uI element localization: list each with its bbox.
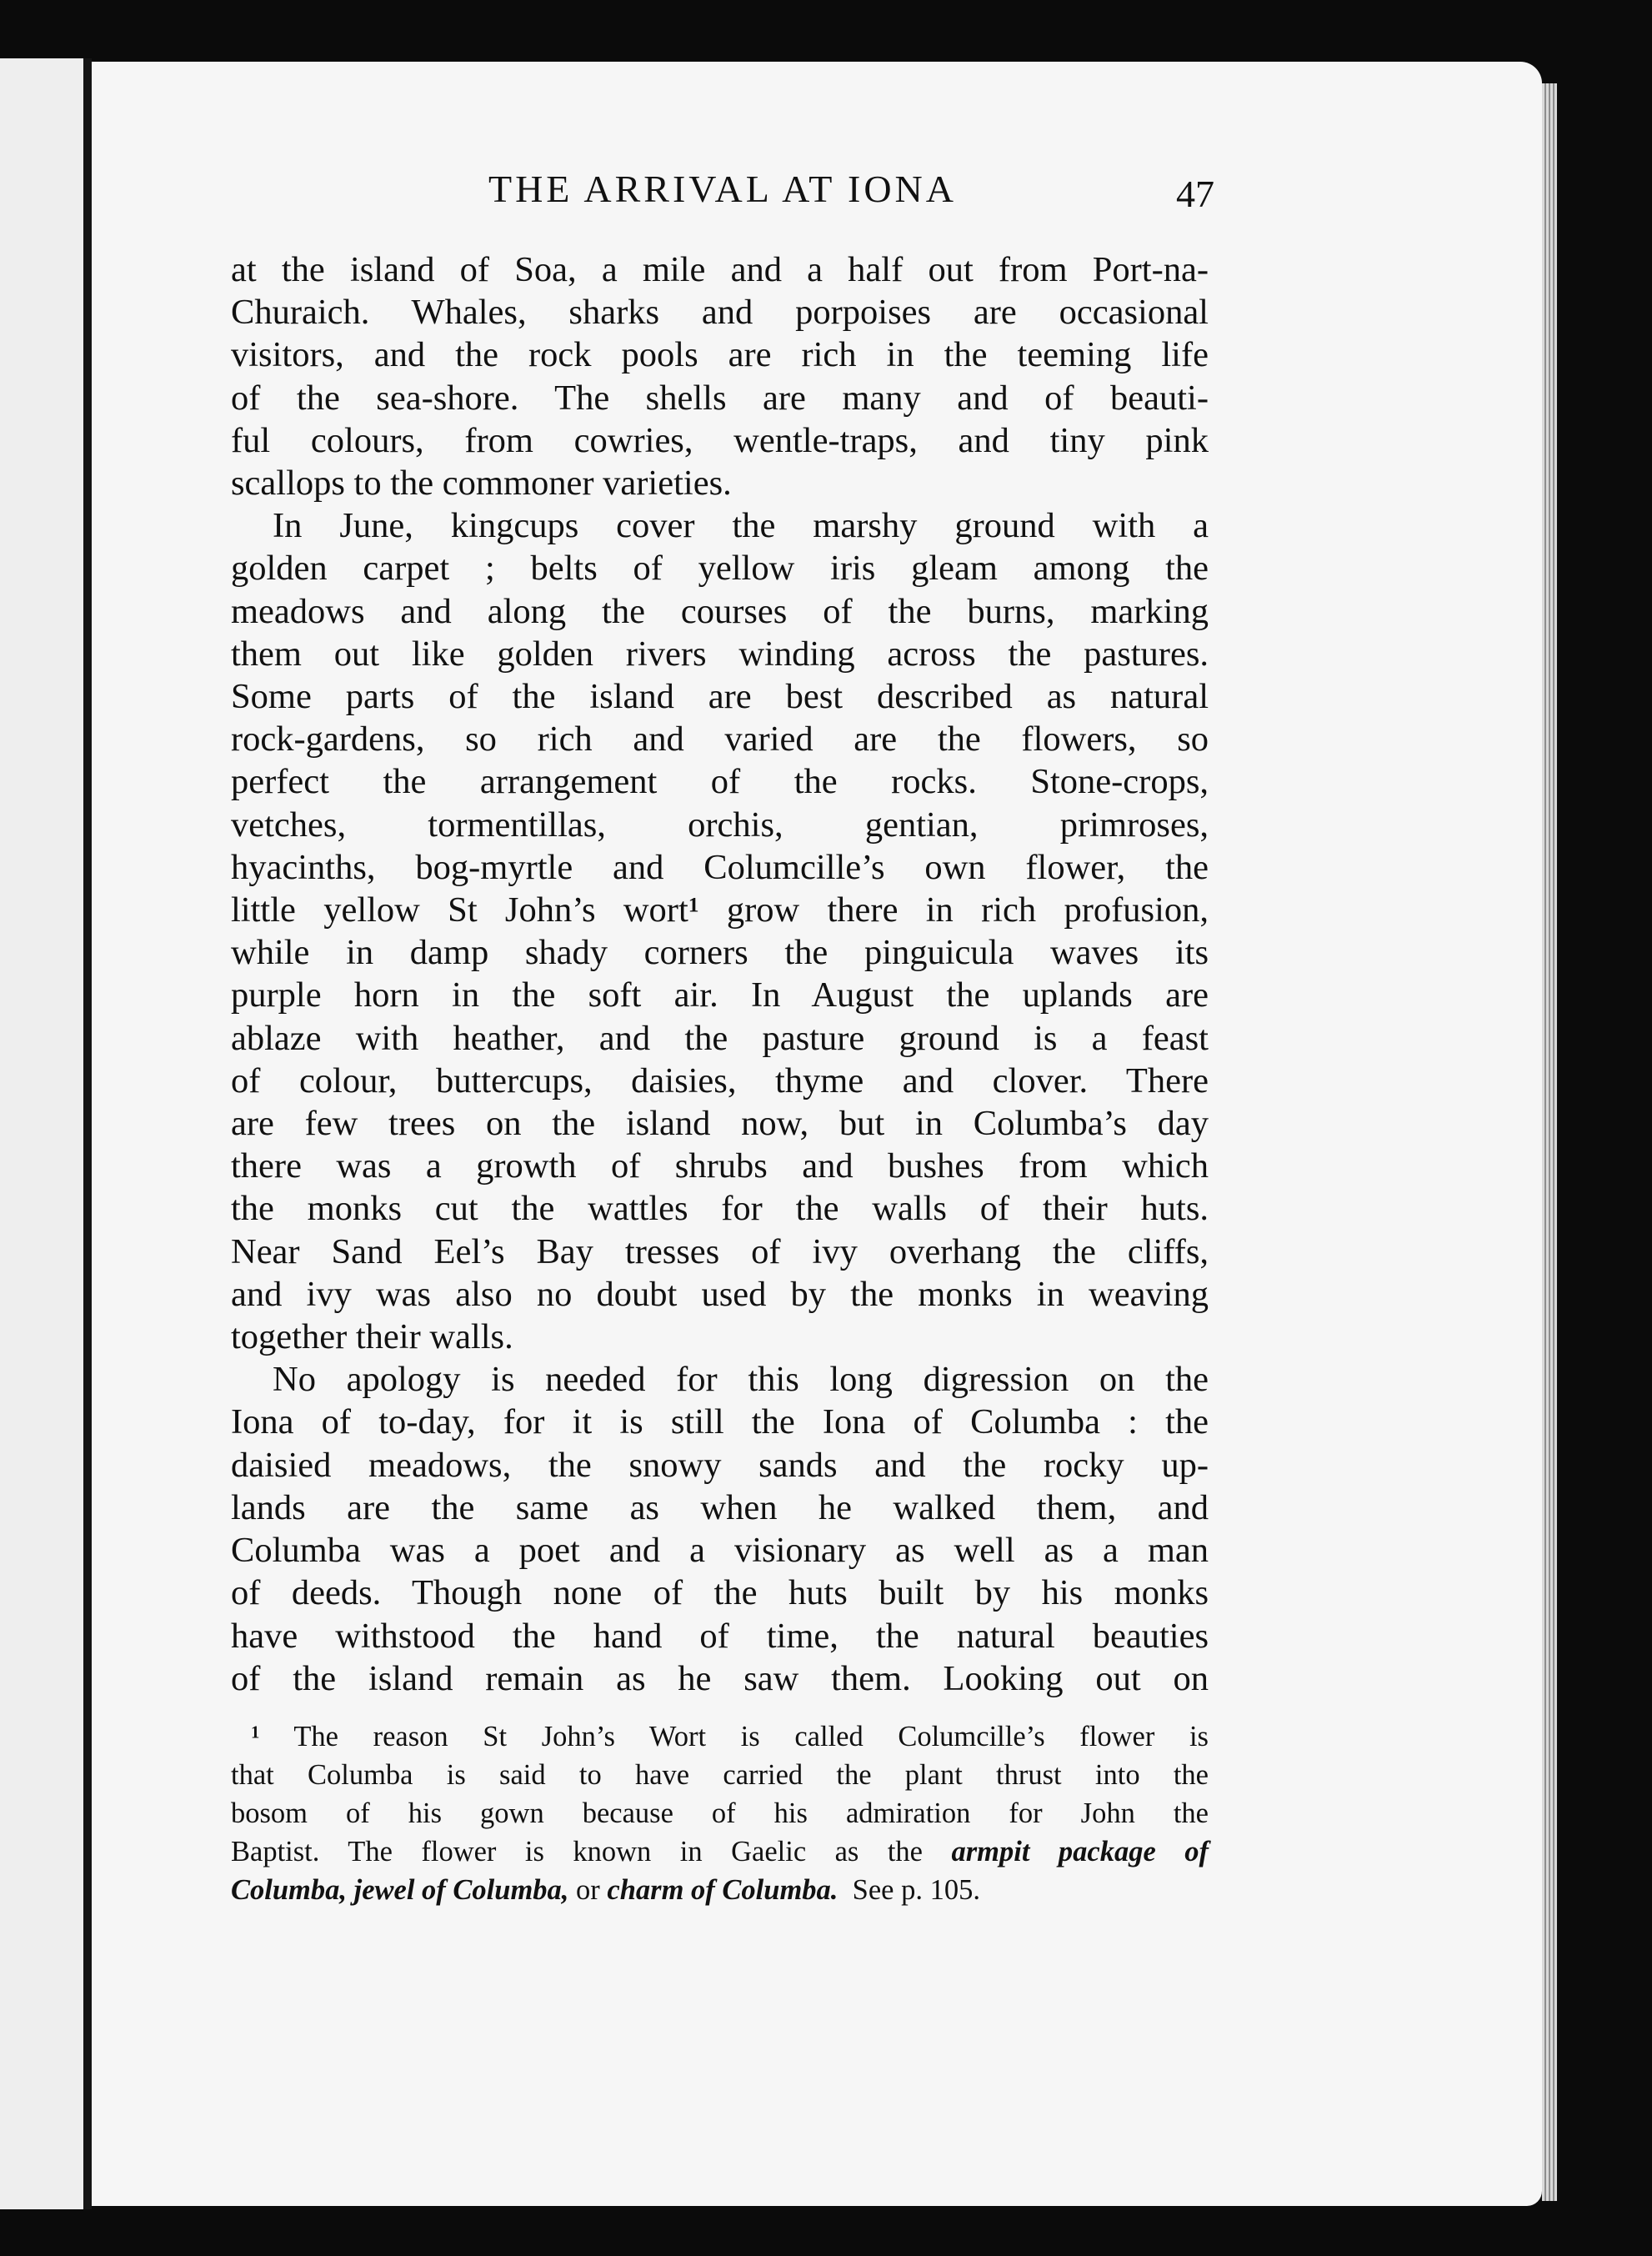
- text-line: are few trees on the island now, but in Columba’s day: [231, 1104, 1209, 1144]
- page-header: [231, 167, 1214, 217]
- text-segment: little yellow St John’s wort: [231, 890, 688, 930]
- footnote-line: [231, 1717, 1209, 1756]
- footnote-text: The reason St John’s Wort is called Columcille’s flower is: [293, 1721, 1209, 1752]
- book-gutter: [83, 58, 92, 2209]
- text-line-with-footnote: [231, 889, 1209, 931]
- footnote-italic: charm of Columba.: [607, 1874, 839, 1906]
- facing-page-edge: [0, 58, 83, 2209]
- footnote-text: Baptist. The flower is known in Gaelic as the: [231, 1836, 923, 1867]
- text-line: Iona of to-day, for it is still the Iona of Columba : the: [231, 1402, 1209, 1442]
- text-line: golden carpet ; belts of yellow iris gleam among the: [231, 549, 1209, 589]
- text-line: together their walls.: [231, 1317, 513, 1357]
- text-line: lands are the same as when he walked them, and: [231, 1487, 1209, 1527]
- text-line: them out like golden rivers winding across the pastures.: [231, 634, 1209, 674]
- footnote: [231, 1717, 1209, 1909]
- text-line: vetches, tormentillas, orchis, gentian, primroses,: [231, 805, 1209, 845]
- text-line: scallops to the commoner varieties.: [231, 464, 732, 504]
- text-line: visitors, and the rock pools are rich in the teeming life: [231, 335, 1209, 375]
- text-segment: grow there in rich profusion,: [726, 890, 1209, 930]
- page-edges: [1542, 83, 1557, 2201]
- text-line: purple horn in the soft air. In August the uplands are: [231, 975, 1209, 1015]
- footnote-line: [231, 1832, 1209, 1871]
- text-line: No apology is needed for this long digression on the: [273, 1360, 1209, 1400]
- text-line: of deeds. Though none of the huts built by his monks: [231, 1573, 1209, 1613]
- text-line: ful colours, from cowries, wentle-traps, and tiny pink: [231, 420, 1209, 460]
- text-line: In June, kingcups cover the marshy ground with a: [273, 506, 1209, 546]
- text-line: while in damp shady corners the pinguicula waves its: [231, 933, 1209, 973]
- text-line: of the island remain as he saw them. Looking out on: [231, 1658, 1209, 1698]
- text-line: Near Sand Eel’s Bay tresses of ivy overhang the cliffs,: [231, 1231, 1209, 1271]
- text-line: Churaich. Whales, sharks and porpoises are occasional: [231, 293, 1209, 333]
- text-line: hyacinths, bog-myrtle and Columcille’s own flower, the: [231, 847, 1209, 887]
- text-line: there was a growth of shrubs and bushes from which: [231, 1146, 1209, 1186]
- footnote-text: or: [576, 1874, 600, 1906]
- text-line: perfect the arrangement of the rocks. Stone-crops,: [231, 762, 1209, 802]
- footnote-marker: 1: [251, 1723, 260, 1742]
- running-head: THE ARRIVAL AT IONA: [488, 168, 957, 210]
- text-line: ablaze with heather, and the pasture ground is a feast: [231, 1018, 1209, 1058]
- footnote-line: [231, 1871, 1209, 1909]
- footnote-reference: 1: [688, 892, 699, 917]
- text-line: daisied meadows, the snowy sands and the rocky up-: [231, 1445, 1209, 1485]
- text-line: of colour, buttercups, daisies, thyme and clover. There: [231, 1060, 1209, 1100]
- text-line: Some parts of the island are best described as natural: [231, 677, 1209, 717]
- text-line: rock-gardens, so rich and varied are the flowers, so: [231, 719, 1209, 760]
- text-line: the monks cut the wattles for the walls of their huts.: [231, 1189, 1209, 1229]
- body-text: [231, 248, 1209, 1700]
- footnote-line: bosom of his gown because of his admiration for John the: [231, 1797, 1209, 1829]
- text-line: at the island of Soa, a mile and a half out from Port-na-: [231, 250, 1209, 289]
- page-number: 47: [1176, 173, 1214, 215]
- text-line: have withstood the hand of time, the natural beauties: [231, 1616, 1209, 1656]
- footnote-page-ref: See p. 105.: [852, 1874, 980, 1906]
- text-line: meadows and along the courses of the burns, marking: [231, 591, 1209, 631]
- footnote-italic: Columba, jewel of Columba,: [231, 1874, 569, 1906]
- text-line: and ivy was also no doubt used by the monks in weaving: [231, 1274, 1209, 1314]
- text-line: of the sea-shore. The shells are many and of beauti-: [231, 378, 1209, 418]
- footnote-line: that Columba is said to have carried the plant thrust into the: [231, 1759, 1209, 1791]
- text-line: Columba was a poet and a visionary as well as a man: [231, 1531, 1209, 1571]
- footnote-italic: armpit package of: [951, 1836, 1209, 1867]
